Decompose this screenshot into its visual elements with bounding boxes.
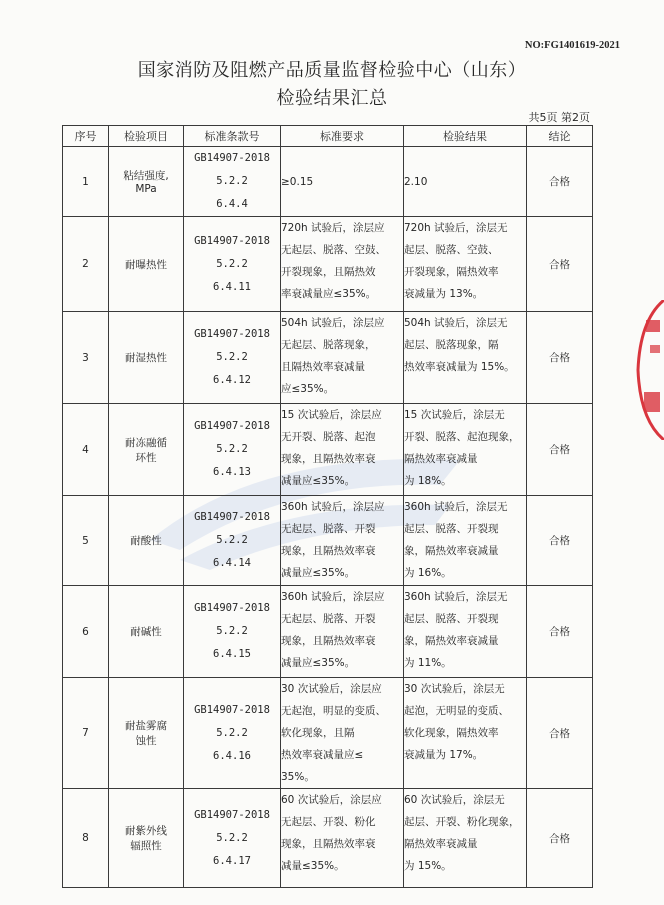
table-row: [63, 496, 593, 586]
cell-line: 开裂现象，且隔热效: [281, 266, 376, 278]
standard-requirement: [281, 586, 404, 678]
cell-line: 无起层、脱落、空鼓、: [281, 244, 386, 256]
table-row: [63, 217, 593, 312]
test-item: [109, 496, 184, 586]
test-item: [109, 147, 184, 217]
cell-line: 360h 试验后，涂层应: [281, 501, 385, 513]
cell-line: 耐冻融循: [125, 436, 167, 449]
conclusion: 合格: [527, 789, 593, 888]
row-number: 4: [63, 404, 109, 496]
cell-line: 30 次试验后，涂层应: [281, 683, 382, 695]
cell-line: 30 次试验后，涂层无: [404, 683, 505, 695]
cell-line: 无开裂、脱落、起泡: [281, 431, 376, 443]
cell-line: 应≤35%。: [281, 383, 335, 395]
standard-clause: [184, 789, 281, 888]
cell-line: 60 次试验后，涂层应: [281, 794, 382, 806]
cell-line: 衰减量为 13%。: [404, 288, 484, 300]
cell-line: 6.4.15: [213, 648, 251, 660]
cell-line: 减量应≤35%。: [281, 657, 356, 669]
cell-line: 6.4.14: [213, 557, 251, 569]
cell-line: 5.2.2: [216, 257, 248, 270]
cell-line: 6.4.16: [213, 749, 251, 762]
cell-line: 6.4.4: [216, 198, 248, 210]
cell-line: 504h 试验后，涂层无: [404, 317, 508, 329]
cell-line: GB14907-2018: [194, 328, 270, 340]
cell-line: 无起层、脱落、开裂: [281, 613, 376, 625]
cell-line: 软化现象，隔热效率: [404, 727, 499, 739]
test-item: [109, 217, 184, 312]
cell-line: 率衰减量应≤35%。: [281, 288, 377, 300]
cell-line: 60 次试验后，涂层无: [404, 794, 505, 806]
test-item: [109, 404, 184, 496]
document-title: 检验结果汇总: [276, 88, 388, 109]
cell-line: GB14907-2018: [194, 703, 270, 716]
cell-line: GB14907-2018: [194, 511, 270, 523]
standard-clause: [184, 586, 281, 678]
cell-line: GB14907-2018: [194, 602, 270, 614]
cell-line: 且隔热效率衰减量: [281, 361, 365, 373]
official-seal-icon: [634, 300, 664, 440]
cell-line: 现象，且隔热效率衰: [281, 453, 376, 465]
cell-line: 5.2.2: [216, 351, 248, 363]
standard-requirement: [281, 147, 404, 217]
cell-line: 360h 试验后，涂层无: [404, 591, 508, 603]
cell-line: 软化现象，且隔: [281, 727, 355, 739]
cell-line: 无起层、脱落现象，: [281, 339, 376, 351]
row-number: 5: [63, 496, 109, 586]
column-header: 检验项目: [109, 126, 184, 147]
row-number: 6: [63, 586, 109, 678]
cell-line: 耐曝热性: [125, 258, 167, 271]
standard-requirement: [281, 678, 404, 789]
cell-line: 5.2.2: [216, 625, 248, 637]
standard-clause: [184, 147, 281, 217]
cell-line: 减量应≤35%。: [281, 567, 356, 579]
cell-line: 粘结强度,: [123, 170, 169, 182]
cell-line: 15 次试验后，涂层应: [281, 409, 382, 421]
results-table: [62, 125, 593, 888]
column-header: 标准要求: [281, 126, 404, 147]
cell-line: 6.4.17: [213, 854, 251, 867]
cell-line: 720h 试验后，涂层无: [404, 222, 508, 234]
cell-line: 360h 试验后，涂层应: [281, 591, 385, 603]
standard-clause: [184, 217, 281, 312]
table-row: [63, 312, 593, 404]
test-result: [404, 147, 527, 217]
cell-line: 无起层、开裂、粉化: [281, 816, 376, 828]
cell-line: 5.2.2: [216, 726, 248, 739]
cell-line: 减量应≤35%。: [281, 475, 356, 487]
cell-line: 耐盐雾腐: [125, 720, 167, 732]
cell-line: 5.2.2: [216, 831, 248, 844]
conclusion: 合格: [527, 404, 593, 496]
row-number: 8: [63, 789, 109, 888]
table-row: [63, 147, 593, 217]
cell-line: 开裂现象，隔热效率: [404, 266, 499, 278]
column-header: 标准条款号: [184, 126, 281, 147]
cell-line: 5.2.2: [216, 175, 248, 187]
column-header: 检验结果: [404, 126, 527, 147]
report-number: NO:FG1401619-2021: [524, 40, 620, 51]
institution-title: 国家消防及阻燃产品质量监督检验中心（山东）: [137, 60, 527, 81]
row-number: 1: [63, 147, 109, 217]
cell-line: 现象，且隔热效率衰: [281, 545, 376, 557]
standard-requirement: [281, 312, 404, 404]
cell-line: 5.2.2: [216, 534, 248, 546]
cell-line: 耐紫外线: [125, 825, 167, 837]
cell-line: 无起泡，明显的变质、: [281, 705, 386, 717]
cell-line: 现象，且隔热效率衰: [281, 635, 376, 647]
test-result: [404, 217, 527, 312]
table-row: [63, 789, 593, 888]
conclusion: 合格: [527, 312, 593, 404]
cell-line: 为 18%。: [404, 475, 452, 487]
cell-line: 环性: [135, 451, 157, 464]
cell-line: 衰减量为 17%。: [404, 749, 484, 761]
test-item: [109, 586, 184, 678]
cell-line: 象，隔热效率衰减量: [404, 635, 499, 647]
cell-line: 15 次试验后，涂层无: [404, 409, 505, 421]
cell-line: 耐碱性: [130, 626, 162, 638]
cell-line: 耐湿热性: [125, 352, 167, 364]
table-row: [63, 404, 593, 496]
cell-line: 热效率衰减量为 15%。: [404, 361, 515, 373]
cell-line: 起层、脱落现象，隔: [404, 339, 499, 351]
cell-line: 为 15%。: [404, 860, 452, 872]
cell-line: 720h 试验后，涂层应: [281, 222, 385, 234]
conclusion: 合格: [527, 586, 593, 678]
conclusion: 合格: [527, 217, 593, 312]
cell-line: 起层、开裂、粉化现象，: [404, 816, 520, 828]
cell-line: 隔热效率衰减量: [404, 453, 478, 465]
page-indicator: 共5页 第2页: [528, 111, 590, 124]
cell-line: 6.4.12: [213, 374, 251, 386]
test-result: [404, 789, 527, 888]
cell-line: 为 11%。: [404, 657, 452, 669]
cell-line: MPa: [135, 183, 157, 195]
cell-line: GB14907-2018: [194, 420, 270, 432]
test-result: [404, 312, 527, 404]
table-row: [63, 678, 593, 789]
conclusion: 合格: [527, 147, 593, 217]
cell-line: 2.10: [404, 175, 428, 188]
standard-clause: [184, 496, 281, 586]
test-result: [404, 404, 527, 496]
cell-line: 6.4.13: [213, 466, 251, 478]
conclusion: 合格: [527, 496, 593, 586]
cell-line: 5.2.2: [216, 443, 248, 455]
cell-line: 起层、脱落、开裂现: [404, 523, 499, 535]
cell-line: 隔热效率衰减量: [404, 838, 478, 850]
cell-line: 象，隔热效率衰减量: [404, 545, 499, 557]
cell-line: 辐照性: [130, 840, 162, 852]
test-result: [404, 678, 527, 789]
cell-line: 耐酸性: [130, 535, 162, 547]
cell-line: ≥0.15: [281, 175, 314, 188]
cell-line: 35%。: [281, 771, 315, 783]
cell-line: 为 16%。: [404, 567, 452, 579]
table-row: [63, 586, 593, 678]
table-header-row: [63, 126, 593, 147]
cell-line: 起层、脱落、空鼓、: [404, 244, 499, 256]
row-number: 3: [63, 312, 109, 404]
column-header: 结论: [527, 126, 593, 147]
cell-line: 开裂、脱落、起泡现象，: [404, 431, 520, 443]
test-item: [109, 789, 184, 888]
test-item: [109, 678, 184, 789]
test-result: [404, 496, 527, 586]
test-result: [404, 586, 527, 678]
cell-line: 无起层、脱落、开裂: [281, 523, 376, 535]
standard-requirement: [281, 217, 404, 312]
standard-clause: [184, 404, 281, 496]
standard-requirement: [281, 789, 404, 888]
test-item: [109, 312, 184, 404]
standard-clause: [184, 678, 281, 789]
standard-clause: [184, 312, 281, 404]
cell-line: GB14907-2018: [194, 234, 270, 247]
row-number: 7: [63, 678, 109, 789]
cell-line: 360h 试验后，涂层无: [404, 501, 508, 513]
cell-line: 504h 试验后，涂层应: [281, 317, 385, 329]
cell-line: 起层、脱落、开裂现: [404, 613, 499, 625]
standard-requirement: [281, 404, 404, 496]
cell-line: GB14907-2018: [194, 808, 270, 821]
cell-line: 蚀性: [135, 735, 157, 747]
cell-line: 减量≤35%。: [281, 860, 345, 872]
cell-line: 热效率衰减量应≤: [281, 749, 364, 761]
standard-requirement: [281, 496, 404, 586]
cell-line: GB14907-2018: [194, 152, 270, 164]
cell-line: 现象，且隔热效率衰: [281, 838, 376, 850]
cell-line: 起泡，无明显的变质、: [404, 705, 509, 717]
cell-line: 6.4.11: [213, 280, 251, 293]
column-header: 序号: [63, 126, 109, 147]
conclusion: 合格: [527, 678, 593, 789]
row-number: 2: [63, 217, 109, 312]
